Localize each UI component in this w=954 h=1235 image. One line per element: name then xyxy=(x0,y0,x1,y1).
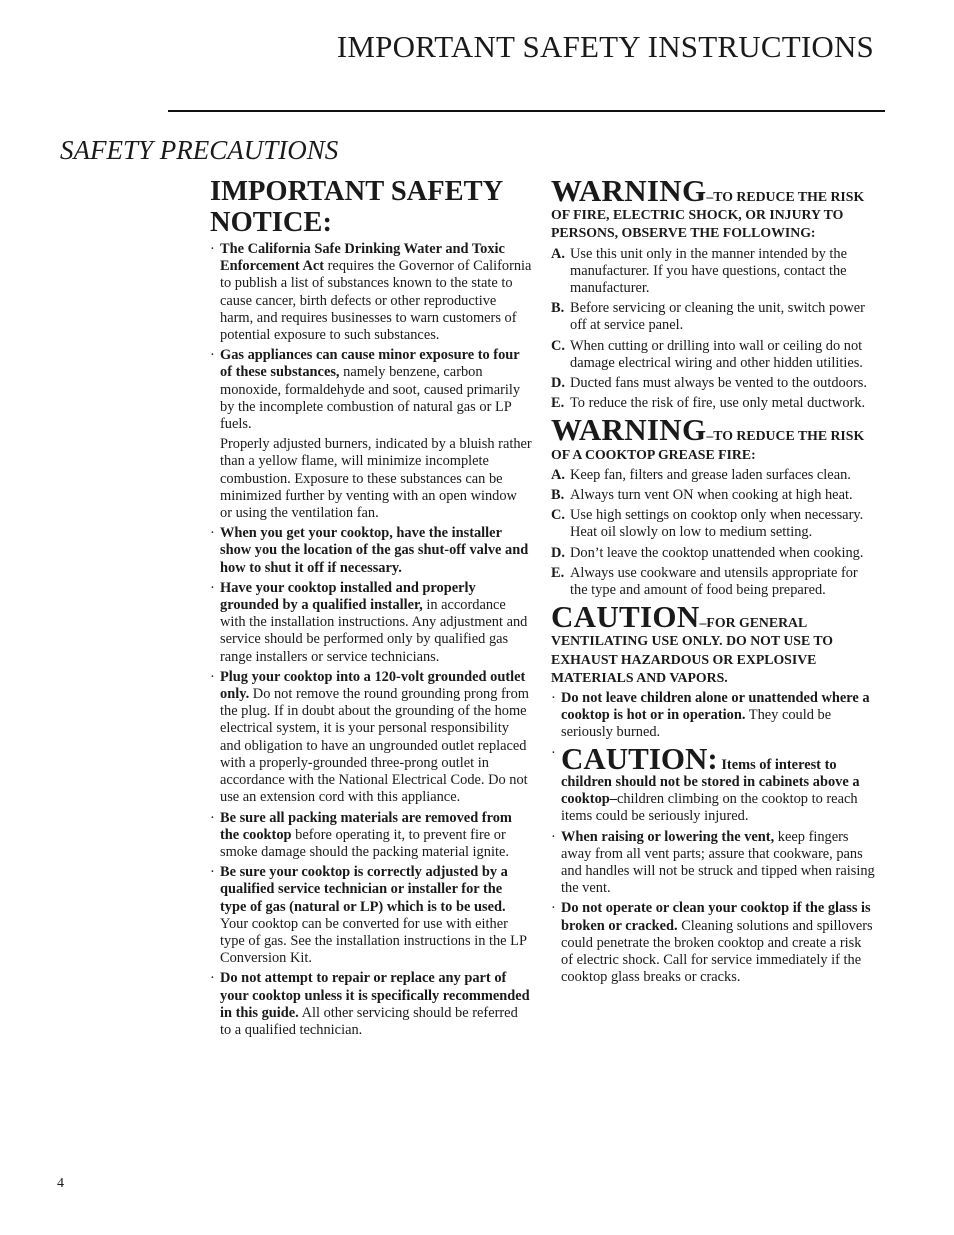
bullet-text: in accordance with the installation instructions. Any adjustment and service should be performed only by qualified gas range installers or service technicians. xyxy=(220,597,528,665)
right-column xyxy=(551,173,876,989)
list-item xyxy=(551,545,876,562)
bullet-text: namely benzene, carbon monoxide, formaldehyde and soot, caused primarily by the incomplete combustion of natural gas or LP fuels. xyxy=(220,364,521,433)
list-text: When cutting or drilling into wall or ceiling do not damage electrical wiring and other hidden utilities. xyxy=(570,337,863,371)
list-item xyxy=(551,338,876,372)
notice-title: IMPORTANT SAFETY NOTICE: xyxy=(210,176,503,238)
bullet-icon: · xyxy=(210,668,215,685)
bullet-icon: · xyxy=(210,347,215,364)
list-text: Use this unit only in the manner intended by the manufacturer. If you have questions, contact the manufacturer. xyxy=(570,245,847,297)
list-letter: A. xyxy=(551,466,565,483)
list-item xyxy=(210,580,532,666)
list-text: Ducted fans must always be vented to the outdoors. xyxy=(570,375,867,392)
list-letter: B. xyxy=(551,487,565,504)
list-item xyxy=(210,241,532,344)
list-text: Don’t leave the cooktop unattended when cooking. xyxy=(570,544,864,561)
list-letter: D. xyxy=(551,544,565,561)
bullet-icon: · xyxy=(210,579,215,596)
bullet-bold: When you get your cooktop, have the installer show you the location of the gas shut-off valve and how to shut it off if necessary. xyxy=(220,525,529,576)
bullet-bold: Items of interest to children should not be stored in cabinets above a cooktop– xyxy=(561,756,860,808)
list-item xyxy=(551,246,876,298)
list-item xyxy=(551,829,876,898)
bullet-text: children climbing on the cooktop to reach items could be seriously injured. xyxy=(561,791,858,825)
list-item xyxy=(551,690,876,742)
notice-paragraph: Properly adjusted burners, indicated by a bluish rather than a yellow flame, will minimize incomplete combustion. Exposure to these substances can be minimized further by venting with an open window or using the ventilation fan. xyxy=(220,436,532,522)
list-letter: A. xyxy=(551,245,565,262)
bullet-icon: · xyxy=(210,864,215,881)
bullet-bold: Gas appliances can cause minor exposure to four of these substances, xyxy=(220,347,520,381)
warning-word: WARNING xyxy=(551,412,707,448)
list-item xyxy=(551,900,876,986)
bullet-text: Cleaning solutions and spillovers could penetrate the broken cooktop and create a risk of electric shock. Call for service immediately if the cooktop glass breaks or cracks. xyxy=(561,917,873,986)
caution-inline-word: CAUTION: xyxy=(561,740,718,776)
bullet-icon: · xyxy=(551,690,556,707)
bullet-bold: Do not operate or clean your cooktop if the glass is broken or cracked. xyxy=(561,900,871,934)
warning-tail: –TO REDUCE THE RISK OF FIRE, ELECTRIC SHOCK, OR INJURY TO PERSONS, OBSERVE THE FOLLOWING: xyxy=(551,189,865,241)
bullet-text: requires the Governor of California to publish a list of substances known to the state to cause cancer, birth defects or other reproductive harm, and requires businesses to warn customers of potential exposure to such substances. xyxy=(220,258,532,344)
list-text: Always turn vent ON when cooking at high heat. xyxy=(570,487,853,504)
list-item xyxy=(551,467,876,484)
list-letter: C. xyxy=(551,337,565,354)
list-item xyxy=(551,395,876,412)
bullet-text: Your cooktop can be converted for use with either type of gas. See the installation instructions in the LP Conversion Kit. xyxy=(220,915,527,967)
bullet-icon: · xyxy=(210,970,215,987)
section-title: SAFETY PRECAUTIONS xyxy=(60,135,339,165)
list-item xyxy=(551,300,876,334)
list-letter: B. xyxy=(551,300,565,317)
bullet-bold: The California Safe Drinking Water and Toxic Enforcement Act xyxy=(220,241,505,275)
warning-heading xyxy=(551,412,876,463)
list-item xyxy=(551,375,876,392)
list-item xyxy=(210,669,532,807)
list-text: Use high settings on cooktop only when necessary. Heat oil slowly on low to medium setting. xyxy=(570,507,864,541)
bullet-bold: Be sure all packing materials are removed from the cooktop xyxy=(220,809,512,843)
bullet-bold: Have your cooktop installed and properly grounded by a qualified installer, xyxy=(220,579,476,614)
bullet-text: before operating it, to prevent fire or smoke damage should the packing material ignite. xyxy=(220,826,509,860)
page-header-title: IMPORTANT SAFETY INSTRUCTIONS xyxy=(336,29,874,64)
list-letter: E. xyxy=(551,395,565,412)
caution-tail: –FOR GENERAL VENTILATING USE ONLY. DO NOT USE TO EXHAUST HAZARDOUS OR EXPLOSIVE MATERIALS AND VAPORS. xyxy=(551,615,834,685)
bullet-bold: Do not leave children alone or unattended where a cooktop is hot or in operation. xyxy=(561,690,870,724)
list-item xyxy=(210,864,532,967)
list-letter: C. xyxy=(551,507,565,524)
list-item xyxy=(551,487,876,504)
list-item xyxy=(210,810,532,862)
list-item xyxy=(551,565,876,599)
list-item xyxy=(210,525,532,577)
list-text: Before servicing or cleaning the unit, switch power off at service panel. xyxy=(570,300,865,334)
bullet-icon: · xyxy=(551,900,556,917)
list-text: Always use cookware and utensils appropriate for the type and amount of food being prepared. xyxy=(570,564,858,599)
bullet-icon: · xyxy=(210,241,215,257)
bullet-text: keep fingers away from all vent parts; assure that cookware, pans and handles will not be struck and tipped when raising the vent. xyxy=(561,828,875,897)
bullet-bold: When raising or lowering the vent, xyxy=(561,828,775,845)
list-item xyxy=(210,970,532,1039)
left-column xyxy=(210,176,532,1042)
bullet-text: All other servicing should be referred to a qualified technician. xyxy=(220,1004,518,1038)
bullet-icon: · xyxy=(210,525,215,542)
bullet-bold: Plug your cooktop into a 120-volt grounded outlet only. xyxy=(220,668,526,703)
page-number: 4 xyxy=(57,1176,64,1191)
list-item xyxy=(551,507,876,541)
bullet-bold: Do not attempt to repair or replace any part of your cooktop unless it is specifically recommended in this guide. xyxy=(220,970,530,1021)
list-text: To reduce the risk of fire, use only metal ductwork. xyxy=(570,395,866,412)
bullet-icon: · xyxy=(210,809,215,826)
list-item xyxy=(210,347,532,433)
list-letter: E. xyxy=(551,564,565,581)
list-item xyxy=(551,740,876,826)
bullet-text: Do not remove the round grounding prong from the plug. If in doubt about the grounding of the home electrical system, it is your personal responsibility and obligation to have an ungrounded outlet replaced with a properly-grounded three-prong outlet in accordance with the National Electrical Code. Do not use an extension cord with this appliance. xyxy=(220,686,529,806)
bullet-icon: · xyxy=(551,828,556,845)
warning-tail: –TO REDUCE THE RISK OF A COOKTOP GREASE FIRE: xyxy=(551,428,865,462)
list-text: Keep fan, filters and grease laden surfaces clean. xyxy=(570,466,851,483)
list-letter: D. xyxy=(551,375,565,392)
caution-heading xyxy=(551,599,876,687)
caution-word: CAUTION xyxy=(551,599,700,635)
header-rule xyxy=(168,110,885,112)
warning-heading xyxy=(551,173,876,243)
bullet-bold: Be sure your cooktop is correctly adjusted by a qualified service technician or installer for the type of gas (natural or LP) which is to be used. xyxy=(220,864,508,915)
bullet-text: They could be seriously burned. xyxy=(561,707,832,741)
bullet-icon: · xyxy=(551,744,556,761)
warning-word: WARNING xyxy=(551,173,707,208)
